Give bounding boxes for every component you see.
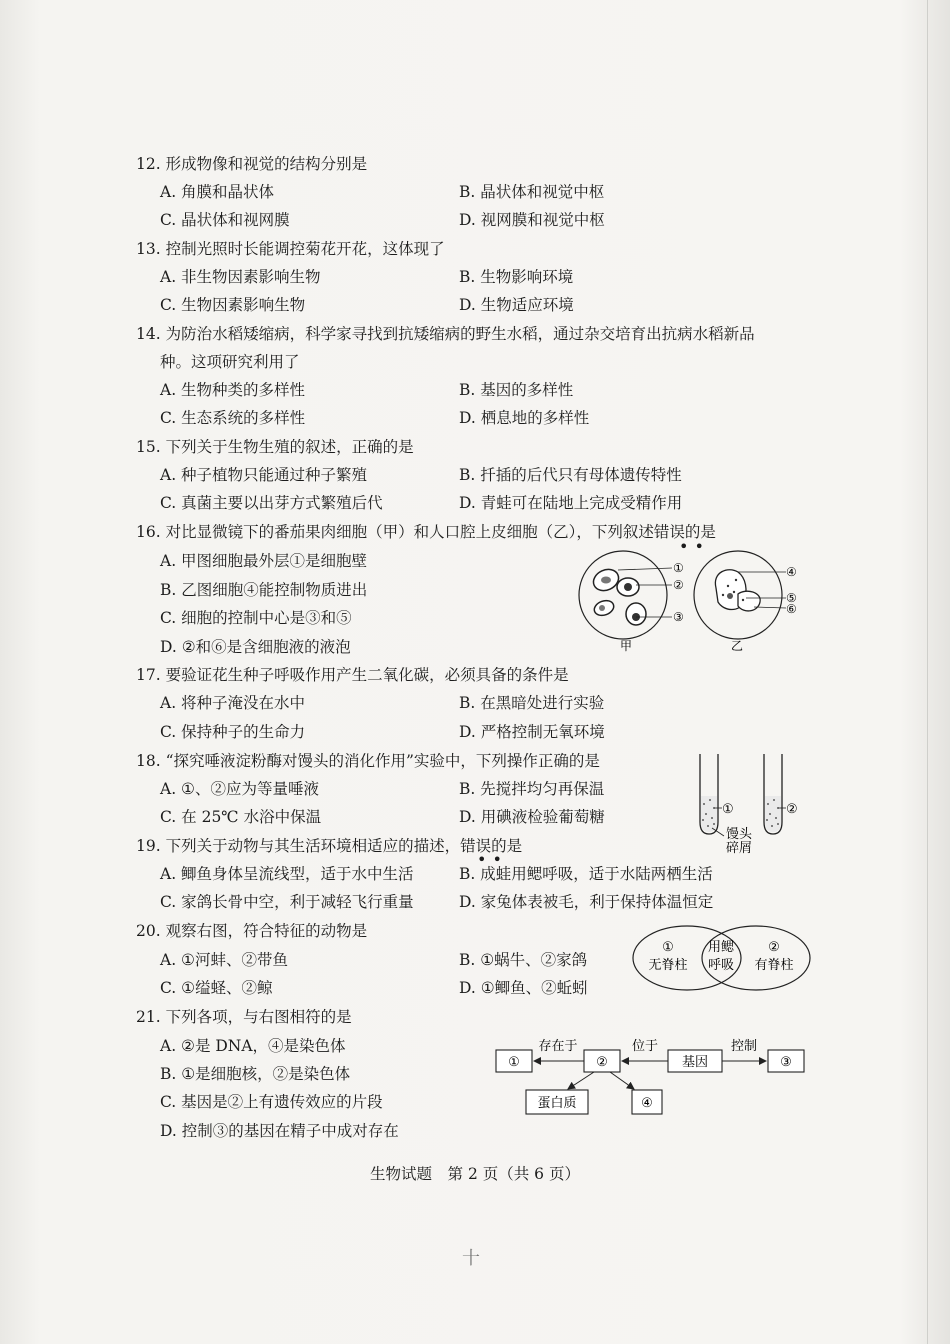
q19-option-c: C. 家鸽长骨中空，利于减轻飞行重量 <box>160 893 414 911</box>
q16-option-a: A. 甲图细胞最外层①是细胞壁 <box>160 552 368 570</box>
q18-option-d: D. 用碘液检验葡萄糖 <box>459 808 605 826</box>
q19-option-a: A. 鲫鱼身体呈流线型，适于水中生活 <box>160 865 414 883</box>
q12-option-c: C. 晶状体和视网膜 <box>160 211 290 229</box>
q21-option-c: C. 基因是②上有遗传效应的片段 <box>160 1093 383 1111</box>
q17-option-b: B. 在黑暗处进行实验 <box>459 694 605 712</box>
scan-edge <box>927 0 928 1344</box>
q15-option-d: D. 青蛙可在陆地上完成受精作用 <box>459 494 683 512</box>
tube-note-line1: 馒头 <box>726 827 753 842</box>
question-15-stem: 15. 下列关于生物生殖的叙述，正确的是 <box>136 438 414 456</box>
q20-option-b: B. ①蜗牛、②家鸽 <box>459 951 588 969</box>
q21-option-d: D. 控制③的基因在精子中成对存在 <box>160 1122 399 1140</box>
q17-option-a: A. 将种子淹没在水中 <box>160 694 306 712</box>
venn-diagram <box>632 924 812 994</box>
q21-option-b: B. ①是细胞核，②是染色体 <box>160 1065 351 1083</box>
q15-option-a: A. 种子植物只能通过种子繁殖 <box>160 466 368 484</box>
q18-option-a: A. ①、②应为等量唾液 <box>160 780 319 798</box>
question-14-stem: 14. 为防治水稻矮缩病，科学家寻找到抗矮缩病的野生水稻，通过杂交培育出抗病水稻新品 <box>136 325 755 343</box>
q12-option-a: A. 角膜和晶状体 <box>160 183 275 201</box>
q20-option-a: A. ①河蚌、②带鱼 <box>160 951 288 969</box>
question-16-stem: 16. 对比显微镜下的番茄果肉细胞（甲）和人口腔上皮细胞（乙），下列叙述错误的是 <box>136 523 716 541</box>
q14-option-a: A. 生物种类的多样性 <box>160 381 306 399</box>
cell-label-6: ⑥ <box>786 602 797 616</box>
q16-option-b: B. 乙图细胞④能控制物质进出 <box>160 581 368 599</box>
emphasis-dots: •• <box>679 537 710 556</box>
flow-box-6: ④ <box>641 1096 653 1111</box>
cell-label-2: ② <box>673 578 684 592</box>
flow-box-5: 蛋白质 <box>537 1096 577 1111</box>
cell-caption-jia: 甲 <box>620 639 633 653</box>
question-14-stem-cont: 种。这项研究利用了 <box>160 353 300 371</box>
question-12-stem: 12. 形成物像和视觉的结构分别是 <box>136 155 368 173</box>
q13-option-a: A. 非生物因素影响生物 <box>160 268 321 286</box>
question-19-stem: 19. 下列关于动物与其生活环境相适应的描述，错误的是 <box>136 837 523 855</box>
q19-option-b: B. 成蛙用鳃呼吸，适于水陆两栖生活 <box>459 865 713 883</box>
q20-option-c: C. ①缢蛏、②鲸 <box>160 979 273 997</box>
q17-option-c: C. 保持种子的生命力 <box>160 723 306 741</box>
tube-note-line2: 碎屑 <box>726 841 753 856</box>
q15-option-c: C. 真菌主要以出芽方式繁殖后代 <box>160 494 383 512</box>
venn-left-text: 无脊柱 <box>648 958 688 973</box>
page-footer: 生物试题 第 2 页（共 6 页） <box>370 1165 580 1183</box>
flow-arrow-label-1: 存在于 <box>538 1039 578 1054</box>
flow-box-3: 基因 <box>681 1055 709 1070</box>
flow-box-2: ② <box>596 1055 608 1070</box>
cell-diagram <box>578 550 828 655</box>
q17-option-d: D. 严格控制无氧环境 <box>459 723 605 741</box>
q13-option-d: D. 生物适应环境 <box>459 296 574 314</box>
tube-label-2: ② <box>786 802 798 817</box>
emphasis-dots: •• <box>477 850 508 869</box>
question-18-stem: 18. “探究唾液淀粉酶对馒头的消化作用”实验中，下列操作正确的是 <box>136 752 600 770</box>
q12-option-d: D. 视网膜和视觉中枢 <box>459 211 605 229</box>
q15-option-b: B. 扦插的后代只有母体遗传特性 <box>459 466 682 484</box>
flow-arrow-label-3: 控制 <box>730 1039 758 1054</box>
flow-box-1: ① <box>508 1055 520 1070</box>
cell-caption-yi: 乙 <box>731 639 744 653</box>
binding-mark: 十 <box>462 1248 480 1269</box>
q13-option-b: B. 生物影响环境 <box>459 268 574 286</box>
venn-middle-top: 用鳃 <box>707 940 735 955</box>
q16-option-d: D. ②和⑥是含细胞液的液泡 <box>160 638 351 656</box>
q20-option-d: D. ①鲫鱼、②蚯蚓 <box>459 979 588 997</box>
gene-flow-diagram <box>494 1038 814 1118</box>
question-20-stem: 20. 观察右图，符合特征的动物是 <box>136 922 368 940</box>
q19-option-d: D. 家兔体表被毛，利于保持体温恒定 <box>459 893 714 911</box>
q16-option-c: C. 细胞的控制中心是③和⑤ <box>160 609 352 627</box>
venn-left-number: ① <box>662 940 674 955</box>
q21-option-a: A. ②是 DNA，④是染色体 <box>160 1037 346 1055</box>
cell-label-5: ⑤ <box>786 591 797 605</box>
flow-box-4: ③ <box>780 1055 792 1070</box>
cell-label-3: ③ <box>673 610 684 624</box>
q13-option-c: C. 生物因素影响生物 <box>160 296 306 314</box>
test-tube-diagram <box>688 752 818 856</box>
q12-option-b: B. 晶状体和视觉中枢 <box>459 183 605 201</box>
question-21-stem: 21. 下列各项，与右图相符的是 <box>136 1008 352 1026</box>
venn-right-text: 有脊柱 <box>754 958 794 973</box>
question-13-stem: 13. 控制光照时长能调控菊花开花，这体现了 <box>136 240 445 258</box>
q14-option-b: B. 基因的多样性 <box>459 381 574 399</box>
flow-arrow-label-2: 位于 <box>631 1039 659 1054</box>
venn-middle-bottom: 呼吸 <box>707 958 735 973</box>
q18-option-c: C. 在 25℃ 水浴中保温 <box>160 808 322 826</box>
q14-option-c: C. 生态系统的多样性 <box>160 409 306 427</box>
q14-option-d: D. 栖息地的多样性 <box>459 409 590 427</box>
q18-option-b: B. 先搅拌均匀再保温 <box>459 780 605 798</box>
cell-label-4: ④ <box>786 565 797 579</box>
question-17-stem: 17. 要验证花生种子呼吸作用产生二氧化碳，必须具备的条件是 <box>136 666 569 684</box>
tube-label-1: ① <box>722 802 734 817</box>
venn-right-number: ② <box>768 940 780 955</box>
cell-label-1: ① <box>673 561 684 575</box>
